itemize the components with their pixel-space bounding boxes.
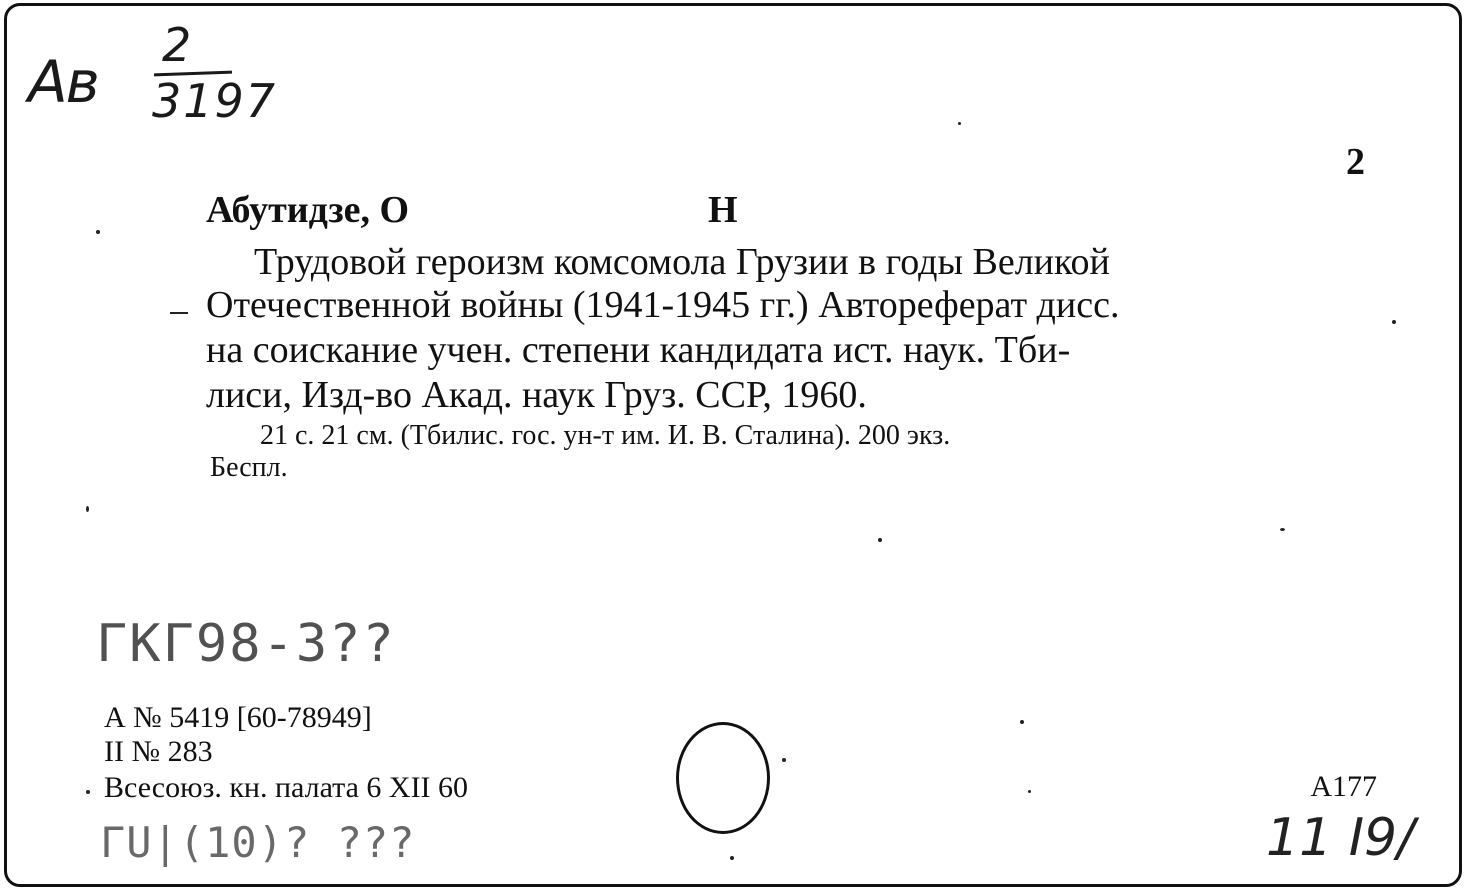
physical-description-line: Беспл. bbox=[210, 452, 288, 483]
registration-line: А № 5419 [60-78949] bbox=[104, 701, 372, 734]
shelfmark-prefix: Ав bbox=[28, 48, 98, 116]
scan-speck bbox=[878, 538, 882, 542]
author-initial: Н bbox=[708, 189, 738, 231]
scan-speck bbox=[170, 312, 188, 314]
scan-speck bbox=[86, 506, 89, 512]
scan-speck bbox=[730, 856, 734, 860]
card-code: А177 bbox=[1310, 770, 1377, 803]
card-number: 2 bbox=[1346, 141, 1365, 183]
author-name: Абутидзе, О bbox=[206, 189, 410, 231]
registration-line: Всесоюз. кн. палата 6 XII 60 bbox=[104, 771, 469, 804]
scan-speck bbox=[1280, 528, 1285, 531]
scan-speck bbox=[782, 758, 786, 762]
handwritten-note-right: 11 I9/ bbox=[1266, 808, 1415, 868]
scan-speck bbox=[1028, 790, 1031, 793]
inventory-stamp: ГКГ98-3?? bbox=[96, 614, 396, 674]
handwritten-note-left: ГU|(10)? ??? bbox=[100, 818, 416, 867]
scan-speck bbox=[958, 122, 961, 125]
scan-speck bbox=[86, 790, 90, 794]
description-line: Отечественной войны (1941-1945 гг.) Автореферат дисс. bbox=[206, 284, 1120, 326]
scan-speck bbox=[1392, 320, 1396, 324]
physical-description-line: 21 с. 21 см. (Тбилис. гос. ун-т им. И. В. Сталина). 200 экз. bbox=[260, 420, 951, 451]
description-line: на соискание учен. степени кандидата ист. наук. Тби- bbox=[206, 329, 1071, 371]
scan-speck bbox=[96, 230, 100, 234]
scan-speck bbox=[1020, 720, 1024, 724]
shelfmark-numerator: 2 bbox=[162, 18, 192, 72]
description-line: Трудовой героизм комсомола Грузии в годы Великой bbox=[254, 241, 1110, 283]
description-line: лиси, Изд-во Акад. наук Груз. ССР, 1960. bbox=[206, 374, 867, 416]
shelfmark-denominator: 3197 bbox=[152, 74, 278, 128]
circle-mark bbox=[676, 722, 770, 834]
registration-line: II № 283 bbox=[104, 735, 213, 768]
